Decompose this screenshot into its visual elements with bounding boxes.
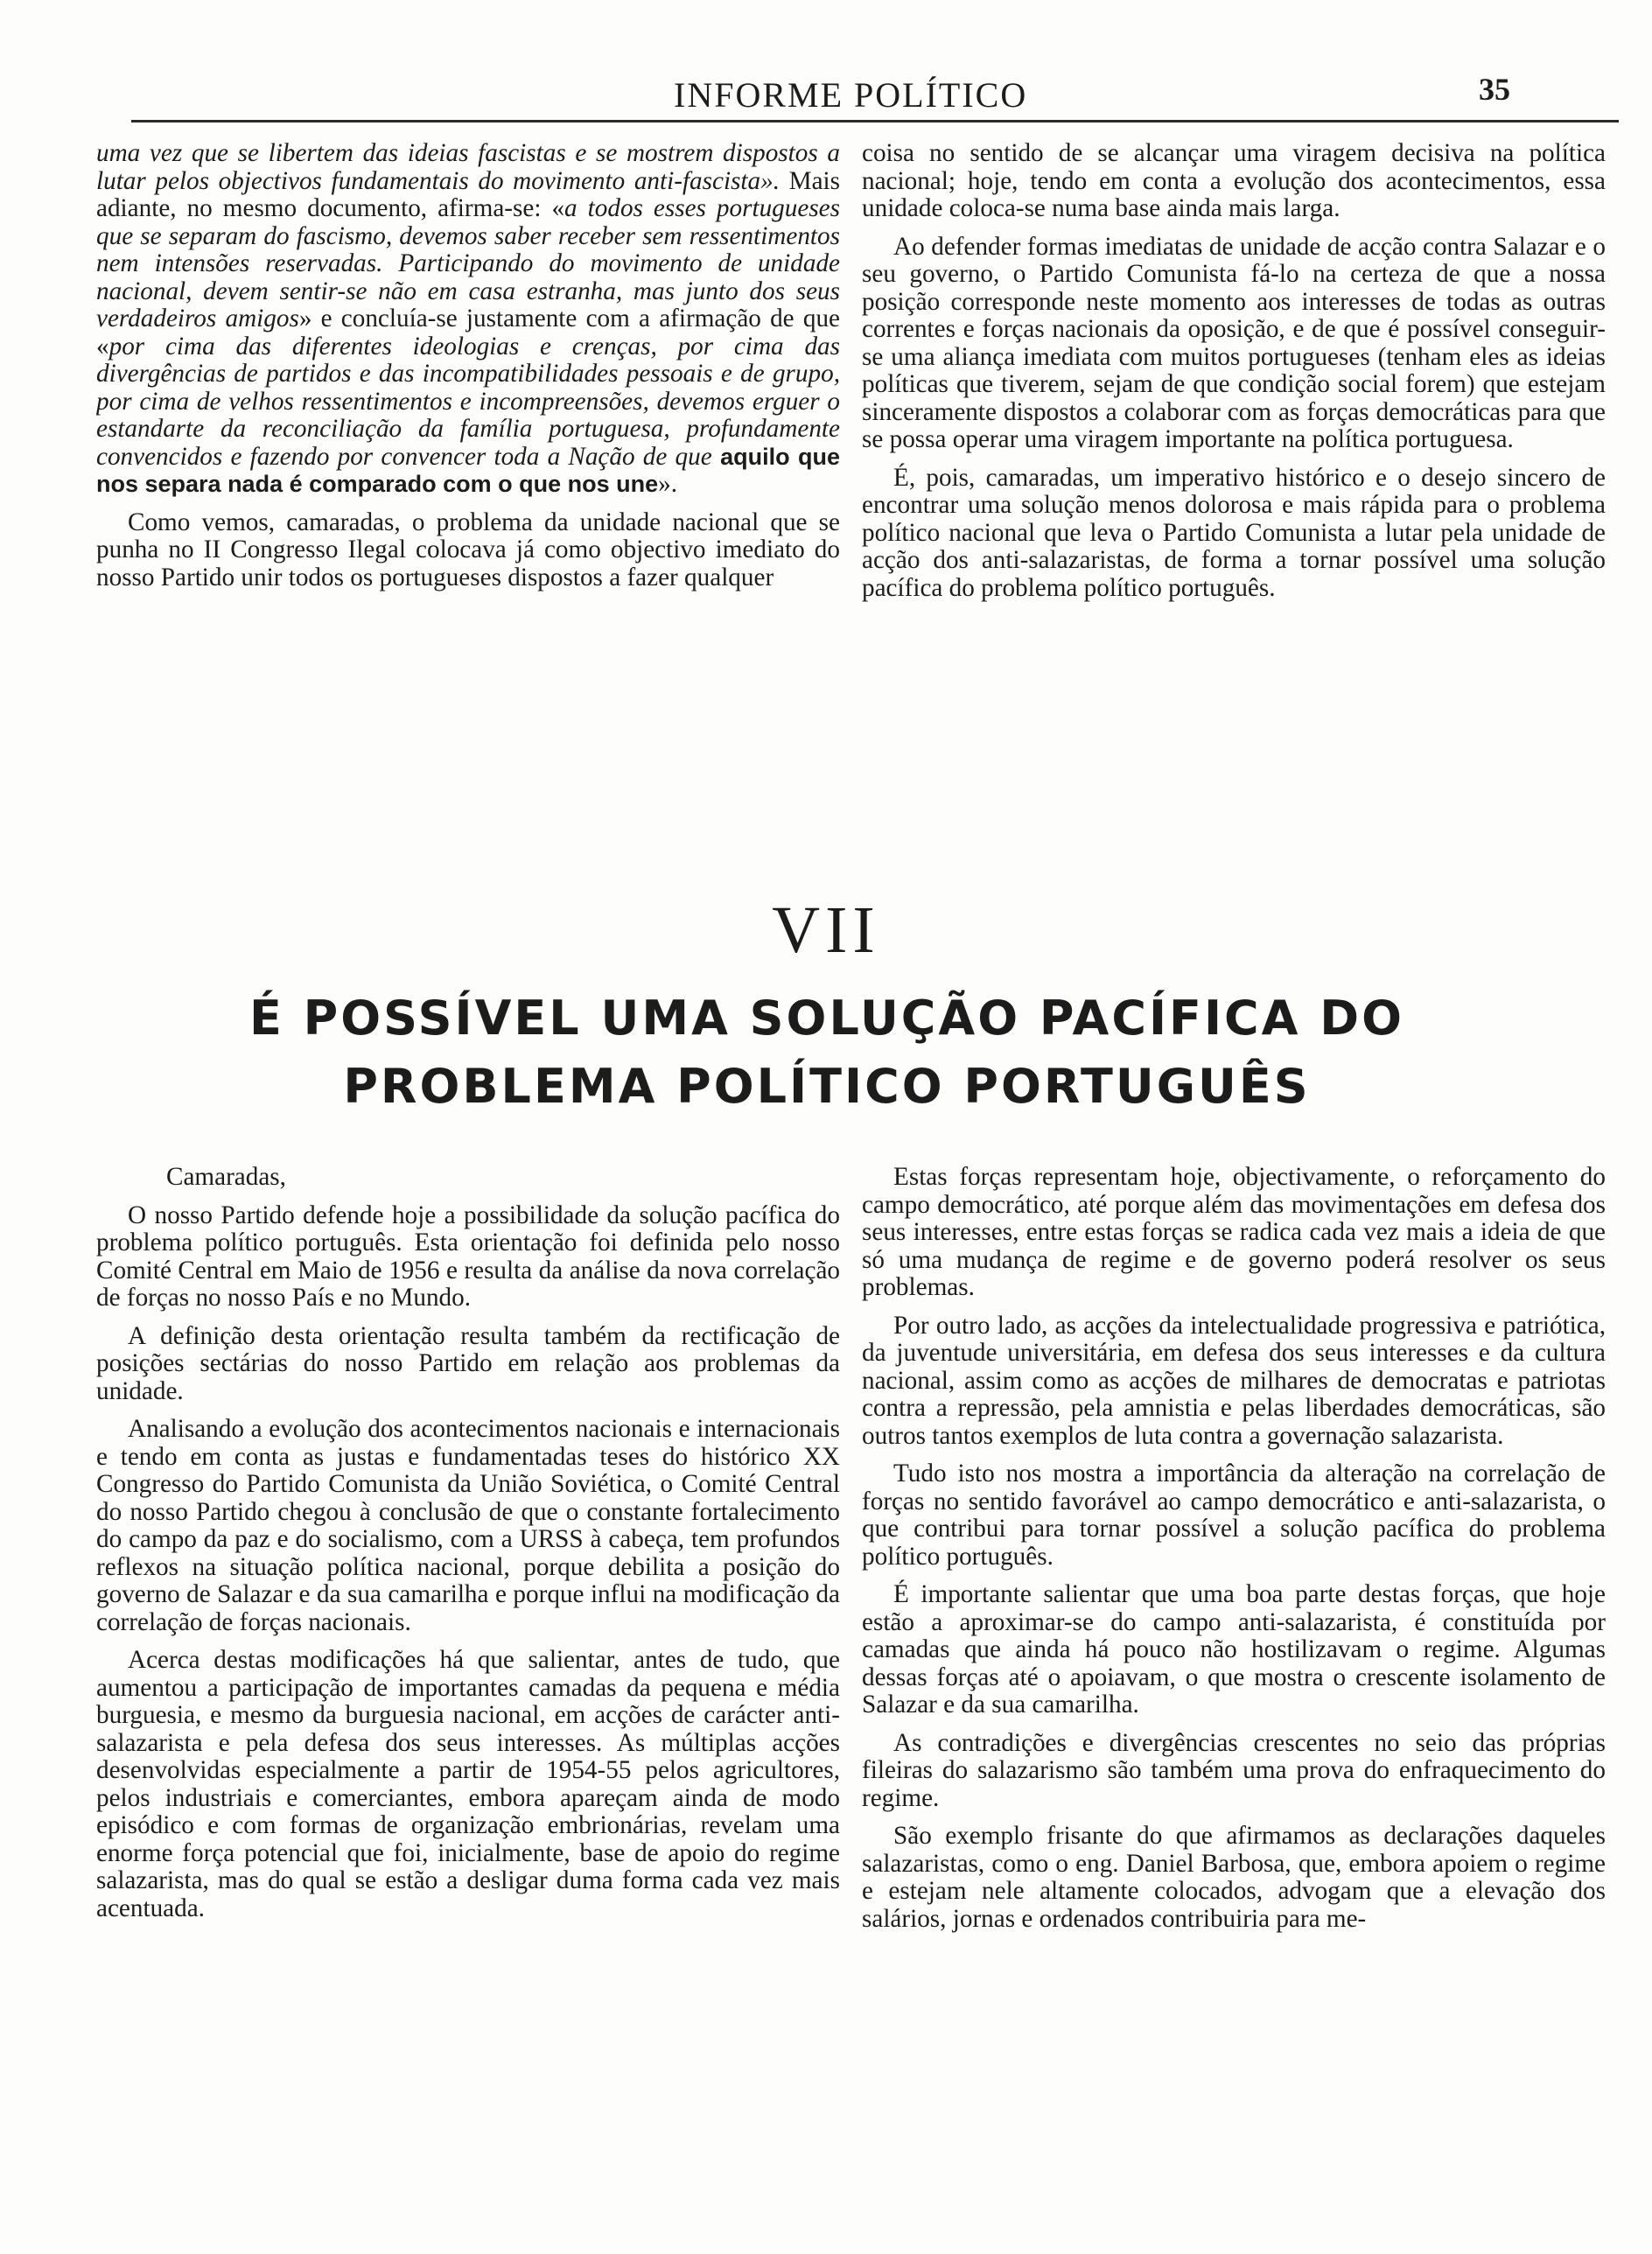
text-run: » e concluía-se justamente com a afirmação de que « bbox=[96, 304, 840, 360]
paragraph: É, pois, camaradas, um imperativo histórico e o desejo sincero de encontrar uma solução menos dolorosa e mais rápida para o problema político nacional que leva o Partido Comunista a lutar pela unidade de acção dos anti-salazaristas, de forma a tornar possível uma solução pacífica do problema político português. bbox=[862, 463, 1606, 602]
paragraph: Por outro lado, as acções da intelectualidade progressiva e patriótica, da juventude universitária, em defesa dos seus interesses e da cultura nacional, assim como as acções de milhares de democratas e patriotas contra a repressão, pela amnistia e pelas liberdades democráticas, são outros tantos exemplos de luta contra a governação salazarista. bbox=[862, 1311, 1606, 1450]
paragraph bbox=[96, 140, 840, 499]
top-right-column bbox=[862, 140, 1606, 866]
bold-quote: aquilo que nos separa nada é comparado com o que nos une bbox=[96, 443, 840, 497]
italic-quote: uma vez que se libertem das ideias fascistas e se mostrem dispostos a lutar pelos objectivos fundamentais do movimento anti-fascista». bbox=[96, 140, 840, 195]
paragraph: coisa no sentido de se alcançar uma viragem decisiva na política nacional; hoje, tendo em conta a evolução dos acontecimentos, essa unidade coloca-se numa base ainda mais larga. bbox=[862, 140, 1606, 222]
paragraph: Acerca destas modificações há que salientar, antes de tudo, que aumentou a participação de importantes camadas da pequena e média burguesia, e mesmo da burguesia nacional, em acções de carácter anti-salazarista e pela defesa dos seus interesses. As múltiplas acções desenvolvidas especialmente a partir de 1954-55 pelos agricultores, pelos industriais e comerciantes, embora apareçam ainda de modo episódico e com formas de organização embrionárias, revelam uma enorme força potencial que foi, inicialmente, base de apoio do regime salazarista, mas do qual se estão a desligar duma forma cada vez mais acentuada. bbox=[96, 1646, 840, 1922]
paragraph: Analisando a evolução dos acontecimentos nacionais e internacionais e tendo em conta as justas e fundamentadas teses do histórico XX Congresso do Partido Comunista da União Soviética, o Comité Central do nosso Partido chegou à conclusão de que o constante fortalecimento do campo da paz e do socialismo, com a URSS à cabeça, tem profundos reflexos na situação política nacional, porque debilita a posição do governo de Salazar e da sua camarilha e porque influi na modificação da correlação de forças nacionais. bbox=[96, 1415, 840, 1636]
chapter-title: É POSSÍVEL UMA SOLUÇÃO PACÍFICA DO PROBLEMA POLÍTICO PORTUGUÊS bbox=[248, 990, 1404, 1114]
bottom-right-column bbox=[862, 1164, 1606, 2205]
text-run: ». bbox=[658, 470, 678, 498]
italic-quote: por cima das diferentes ideologias e crenças, por cima das divergências de partidos e das incompatibilidades pessoais e de grupo, por cima de velhos ressentimentos e incompreensões, devemos erguer o estandarte da reconciliação da família portuguesa, profundamente convencidos e fazendo por convencer toda a Nação de que bbox=[96, 332, 840, 471]
paragraph: A definição desta orientação resulta também da rectificação de posições sectárias do nosso Partido em relação aos problemas da unidade. bbox=[96, 1321, 840, 1405]
page-number: 35 bbox=[1479, 72, 1510, 107]
header-rule bbox=[131, 120, 1619, 122]
paragraph: Tudo isto nos mostra a importância da alteração na correlação de forças no sentido favorável ao campo democrático e anti-salazarista, o que contribui para tornar possível a solução pacífica do problema político português. bbox=[862, 1460, 1606, 1571]
salutation: Camaradas, bbox=[166, 1164, 286, 1191]
paragraph: O nosso Partido defende hoje a possibilidade da solução pacífica do problema político português. Esta orientação foi definida pelo nosso Comité Central em Maio de 1956 e resulta da análise da nova correlação de forças no nosso País e no Mundo. bbox=[96, 1200, 840, 1312]
paragraph: Estas forças representam hoje, objectivamente, o reforçamento do campo democrático, até porque além das movimentações em defesa dos seus interesses, entre estas forças se radica cada vez mais a ideia de que só uma mudança de regime e de governo poderá resolver os seus problemas. bbox=[862, 1164, 1606, 1301]
paragraph: É importante salientar que uma boa parte destas forças, que hoje estão a aproximar-se do campo anti-salazarista, é constituída por camadas que ainda há pouco não hostilizavam o regime. Algumas dessas forças até o apoiavam, o que mostra o crescente isolamento de Salazar e da sua camarilha. bbox=[862, 1580, 1606, 1718]
chapter-number: VII bbox=[772, 893, 880, 967]
running-title: INFORME POLÍTICO bbox=[674, 75, 1028, 115]
italic-quote: a todos esses portugueses que se separam do fascismo, devemos saber receber sem ressentimentos nem intensões reservadas. Participando do movimento de unidade nacional, devem sentir-se não em casa estranha, mas junto dos seus verdadeiros amigos bbox=[96, 194, 840, 332]
paragraph: Como vemos, camaradas, o problema da unidade nacional que se punha no II Congresso Ilegal colocava já como objectivo imediato do nosso Partido unir todos os portugueses dispostos a fazer qualquer bbox=[96, 508, 840, 592]
running-head bbox=[0, 66, 1652, 127]
paragraph: As contradições e divergências crescentes no seio das próprias fileiras do salazarismo são também uma prova do enfraquecimento do regime. bbox=[862, 1728, 1606, 1812]
top-left-column bbox=[96, 140, 840, 866]
paragraph: Ao defender formas imediatas de unidade de acção contra Salazar e o seu governo, o Partido Comunista fá-lo na certeza de que a nossa posição corresponde neste momento aos interesses de todas as outras correntes e forças nacionais da oposição, e de que é possível conseguir-se uma aliança imediata com muitos portugueses (tenham eles as ideias políticas que tiverem, sejam de que condição social forem) que estejam sinceramente dispostos a colaborar com as forças democráticas para que se possa operar uma viragem importante na política portuguesa. bbox=[862, 232, 1606, 453]
paragraph: São exemplo frisante do que afirmamos as declarações daqueles salazaristas, como o eng. Daniel Barbosa, que, embora apoiem o regime e estejam nele altamente colocados, advogam que a elevação dos salários, jornas e ordenados contribuiria para me- bbox=[862, 1822, 1606, 1933]
text-run: Mais adiante, no mesmo documento, afirma-se: « bbox=[96, 166, 840, 222]
bottom-left-column bbox=[96, 1164, 840, 2205]
